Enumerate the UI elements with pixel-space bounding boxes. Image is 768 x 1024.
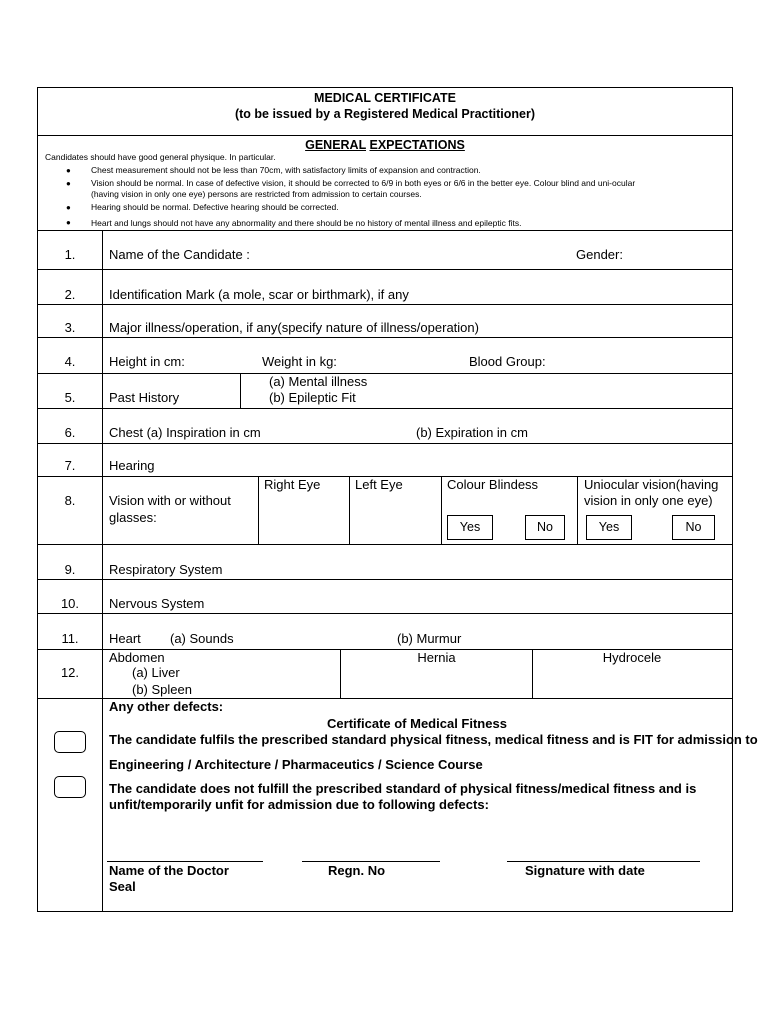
unfit-checkbox[interactable] — [54, 776, 86, 798]
weight-label: Weight in kg: — [262, 354, 337, 369]
regn-no-label: Regn. No — [328, 863, 386, 878]
hernia-label: Hernia — [417, 650, 456, 665]
row-number: 1. — [64, 247, 76, 262]
divider — [349, 476, 350, 544]
row-number: 8. — [64, 493, 76, 508]
unfit-statement-line2: unfit/temporarily unfit for admission due to following defects: — [109, 797, 489, 812]
divider — [577, 476, 578, 544]
uniocular-vision-label: Uniocular vision(having — [584, 477, 719, 492]
bullet-icon: ● — [66, 218, 71, 227]
blood-group-label: Blood Group: — [469, 354, 546, 369]
doctor-signature-line — [107, 861, 263, 862]
row-number: 3. — [64, 320, 76, 335]
vision-label-line2: glasses: — [109, 510, 157, 525]
uniocular-vision-yes-box[interactable]: Yes — [586, 515, 632, 540]
expectations-heading-general: GENERAL — [305, 138, 366, 152]
bullet-icon: ● — [66, 179, 71, 188]
divider — [240, 373, 241, 408]
left-eye-label: Left Eye — [355, 477, 403, 492]
expectation-item: (having vision in only one eye) persons are restricted from admission to certain courses. — [91, 189, 422, 199]
seal-label: Seal — [109, 879, 136, 894]
expectation-item: Heart and lungs should not have any abnormality and there should be no history of mental illness and epileptic fits. — [91, 218, 522, 228]
divider — [38, 230, 732, 231]
row-number: 2. — [64, 287, 76, 302]
divider — [38, 304, 732, 305]
expectations-heading-expectations: EXPECTATIONS — [369, 138, 465, 152]
row-number: 9. — [64, 562, 76, 577]
divider — [38, 337, 732, 338]
fit-courses: Engineering / Architecture / Pharmaceutics / Science Course — [109, 757, 483, 772]
unfit-statement: The candidate does not fulfill the prescribed standard of physical fitness/medical fitness and is — [109, 781, 697, 796]
doctor-name-label: Name of the Doctor — [109, 863, 229, 878]
abdomen-label: Abdomen — [109, 650, 165, 665]
chest-inspiration-label: Chest (a) Inspiration in cm — [109, 425, 261, 440]
date-signature-line — [507, 861, 700, 862]
fit-statement: The candidate fulfils the prescribed standard physical fitness, medical fitness and is FIT for admission to — [109, 732, 758, 747]
past-history-label: Past History — [109, 390, 180, 405]
expectation-item: Chest measurement should not be less than 70cm, with satisfactory limits of expansion and contraction. — [91, 165, 481, 175]
respiratory-system-label: Respiratory System — [109, 562, 223, 577]
divider — [38, 613, 732, 614]
liver-label: (a) Liver — [132, 665, 180, 680]
hydrocele-label: Hydrocele — [602, 650, 662, 665]
expectations-intro: Candidates should have good general physique. In particular. — [45, 152, 276, 162]
heart-sounds-label: (a) Sounds — [170, 631, 234, 646]
vision-label: Vision with or without — [109, 493, 231, 508]
epileptic-fit-label: (b) Epileptic Fit — [269, 390, 356, 405]
uniocular-vision-no-box[interactable]: No — [672, 515, 715, 540]
bullet-icon: ● — [66, 203, 71, 212]
bullet-icon: ● — [66, 166, 71, 175]
expectation-item: Hearing should be normal. Defective hearing should be corrected. — [91, 202, 339, 212]
identification-mark-label: Identification Mark (a mole, scar or birthmark), if any — [109, 287, 409, 302]
colour-blindness-yes-box[interactable]: Yes — [447, 515, 493, 540]
divider — [38, 579, 732, 580]
uniocular-vision-label-line2: vision in only one eye) — [584, 493, 713, 508]
row-number: 10. — [60, 596, 80, 611]
signature-date-label: Signature with date — [525, 863, 645, 878]
major-illness-label: Major illness/operation, if any(specify nature of illness/operation) — [109, 320, 479, 335]
divider — [38, 544, 732, 545]
hearing-label: Hearing — [109, 458, 155, 473]
gender-label: Gender: — [576, 247, 623, 262]
divider — [38, 408, 732, 409]
nervous-system-label: Nervous System — [109, 596, 205, 611]
colour-blindness-no-box[interactable]: No — [525, 515, 565, 540]
form-subtitle: (to be issued by a Registered Medical Practitioner) — [234, 107, 536, 121]
heart-label: Heart — [109, 631, 141, 646]
heart-murmur-label: (b) Murmur — [397, 631, 462, 646]
divider — [38, 373, 732, 374]
row-number: 6. — [64, 425, 76, 440]
fit-checkbox[interactable] — [54, 731, 86, 753]
row-number: 12. — [60, 665, 80, 680]
number-column-divider — [102, 230, 103, 911]
divider — [441, 476, 442, 544]
candidate-name-label: Name of the Candidate : — [109, 247, 250, 262]
divider — [38, 269, 732, 270]
form-title: MEDICAL CERTIFICATE — [314, 91, 456, 105]
row-number: 5. — [64, 390, 76, 405]
colour-blindness-label: Colour Blindess — [447, 477, 539, 492]
row-number: 11. — [61, 631, 79, 646]
certificate-title: Certificate of Medical Fitness — [327, 716, 507, 731]
right-eye-label: Right Eye — [264, 477, 321, 492]
divider — [38, 135, 732, 136]
row-number: 4. — [64, 354, 76, 369]
regn-signature-line — [302, 861, 440, 862]
height-label: Height in cm: — [109, 354, 185, 369]
medical-certificate-form — [37, 87, 758, 912]
expectation-item: Vision should be normal. In case of defective vision, it should be corrected to 6/9 in both eyes or 6/6 in the better eye. Colour blind and uni-ocular — [91, 178, 636, 188]
expectations-heading — [38, 137, 732, 153]
mental-illness-label: (a) Mental illness — [269, 374, 368, 389]
divider — [258, 476, 259, 544]
divider — [38, 443, 732, 444]
spleen-label: (b) Spleen — [132, 682, 192, 697]
other-defects-label: Any other defects: — [109, 699, 224, 714]
chest-expiration-label: (b) Expiration in cm — [416, 425, 528, 440]
row-number: 7. — [64, 458, 76, 473]
